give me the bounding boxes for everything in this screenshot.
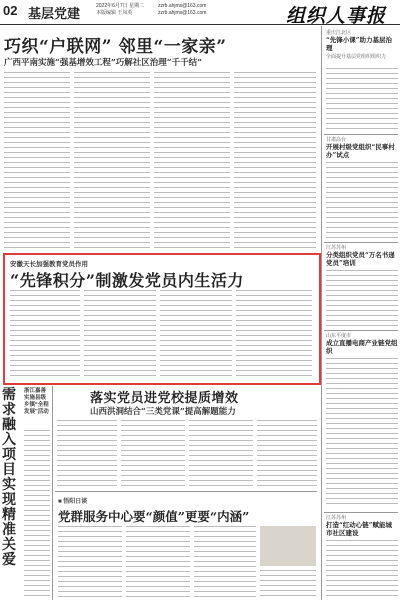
commentary-headline: 党群服务中心要“颜值”更要“内涵” <box>58 509 250 524</box>
commentary-body-col-4 <box>260 570 316 598</box>
featured-headline: “先锋积分”制激发党员内生活力 <box>10 271 244 290</box>
email-1: zzrb.ahjms@163.com <box>158 3 207 9</box>
masthead-logo: 组织人事报 <box>286 5 387 27</box>
lead-headline: 巧织“户联网” 邻里“一家亲” <box>4 37 227 57</box>
section-title: 基层党建 <box>28 7 81 22</box>
lead-body-col-3 <box>154 72 230 248</box>
sidebar-1-region: 重庆江北区 <box>326 30 352 36</box>
sidebar-4-title: 成立直播电商产业链党组织 <box>326 339 398 355</box>
featured-kicker: 安徽天长加强教育党员作用 <box>10 261 88 268</box>
sidebar-divider <box>321 26 322 600</box>
sidebar-rule-2 <box>324 242 398 243</box>
sidebar-1-subtitle: 全面提升基层党组织组织力 <box>326 54 387 60</box>
commentary-body-col-1 <box>58 526 122 598</box>
sidebar-3-body <box>326 270 398 326</box>
left-column-divider <box>52 386 53 600</box>
sidebar-4-region: 山东平度市 <box>326 333 352 339</box>
sidebar-rule-1 <box>324 134 398 135</box>
sidebar-rule-3 <box>324 330 398 331</box>
sidebar-2-title: 开展村级党组织“民事村办”试点 <box>326 143 395 159</box>
left-column-body <box>24 430 50 598</box>
second-body-col-4 <box>257 420 317 488</box>
sidebar-4-body <box>326 358 398 508</box>
commentary-tag: ■ 悟阳日谈 <box>58 499 88 505</box>
lead-body-col-1 <box>4 72 70 248</box>
lead-body-col-4 <box>234 72 316 248</box>
commentary-body-col-3 <box>194 526 256 598</box>
email-2: zzrb.ahjms@163.com <box>158 10 207 16</box>
sidebar-5-title: 打造“红动心链”赋能城市社区建设 <box>326 521 392 537</box>
left-column-headline: 需求融入项目 实现精准关爱 <box>2 387 16 568</box>
featured-body-col-2 <box>84 290 156 376</box>
second-body-col-2 <box>121 420 185 488</box>
sidebar-rule-4 <box>324 512 398 513</box>
sidebar-2-region: 甘肃高台 <box>326 137 347 143</box>
lead-body-col-2 <box>74 72 150 248</box>
sidebar-2-body <box>326 162 398 238</box>
second-body-col-3 <box>189 420 253 488</box>
second-subheadline: 山西洪洞结合“三类党课”提高解题能力 <box>90 407 236 417</box>
commentary-rule <box>55 491 317 492</box>
sidebar-1-title: “先锋小课”助力基层治理 <box>326 36 392 52</box>
page-number: 02 <box>3 3 18 18</box>
commentary-body-col-2 <box>126 526 190 598</box>
featured-body-col-3 <box>160 290 232 376</box>
sidebar-5-body <box>326 540 398 598</box>
sidebar-1-body <box>326 68 398 130</box>
sidebar-3-title: 分类组织党员“万名书递党员”培训 <box>326 251 395 267</box>
featured-body-col-4 <box>236 290 312 376</box>
second-body-col-1 <box>57 420 117 488</box>
left-column-kicker: 浙江嘉善实施县级乡镇“全程发展”活动 <box>24 388 49 415</box>
featured-body-col-1 <box>10 290 80 376</box>
sidebar-5-region: 江苏苏州 <box>326 515 347 521</box>
editor-line: 本版编辑 王凤英 <box>96 10 133 16</box>
second-headline: 落实党员进党校提质增效 <box>90 391 239 406</box>
date-line: 2022年6月7日 星期二 <box>96 3 145 9</box>
commentary-photo <box>260 526 316 566</box>
lead-subheadline: 广西平南实施“强基增效工程”巧解社区治理“千千结” <box>4 58 203 68</box>
sidebar-3-region: 江苏苏州 <box>326 245 347 251</box>
